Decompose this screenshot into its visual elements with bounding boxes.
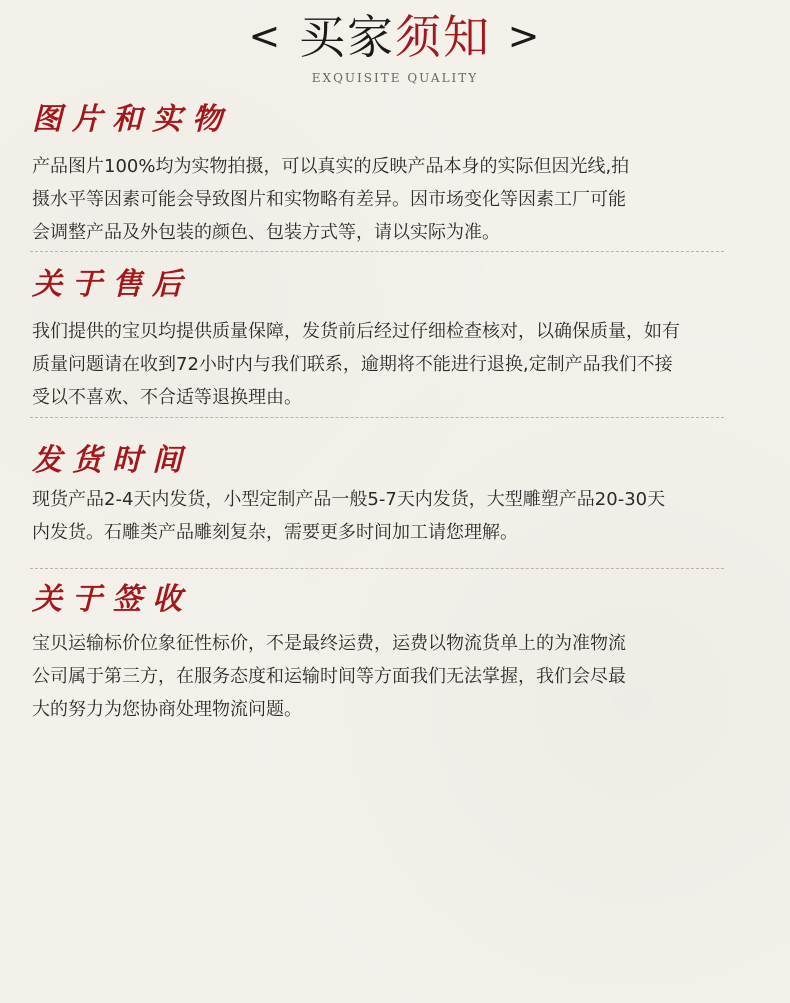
title-black-part: 买家 xyxy=(299,10,395,64)
section-after-sales xyxy=(32,267,752,414)
section-receipt xyxy=(32,582,752,726)
section-body xyxy=(32,315,752,414)
body-line: 摄水平等因素可能会导致图片和实物略有差异。因市场变化等因素工厂可能 xyxy=(32,189,626,210)
section-title: 关于售后 xyxy=(32,267,192,302)
body-line: 受以不喜欢、不合适等退换理由。 xyxy=(32,387,302,408)
section-body xyxy=(32,483,752,549)
section-shipping-time xyxy=(32,443,752,549)
body-line: 质量问题请在收到72小时内与我们联系，逾期将不能进行退换,定制产品我们不接 xyxy=(32,354,673,375)
section-title: 关于签收 xyxy=(32,582,192,617)
title-left-bracket: < xyxy=(248,14,283,58)
section-title: 发货时间 xyxy=(32,443,192,478)
section-divider xyxy=(30,417,724,418)
section-images-vs-product xyxy=(32,102,752,249)
section-body xyxy=(32,627,752,726)
body-line: 产品图片100%均为实物拍摄，可以真实的反映产品本身的实际但因光线,拍 xyxy=(32,156,630,177)
section-body xyxy=(32,150,752,249)
page-subtitle: EXQUISITE QUALITY xyxy=(311,71,479,85)
body-line: 内发货。石雕类产品雕刻复杂，需要更多时间加工请您理解。 xyxy=(32,522,518,543)
page-title xyxy=(0,8,790,65)
page-header xyxy=(0,8,790,85)
section-title: 图片和实物 xyxy=(32,102,232,137)
section-divider xyxy=(30,568,724,569)
body-line: 公司属于第三方，在服务态度和运输时间等方面我们无法掌握，我们会尽最 xyxy=(32,666,626,687)
body-line: 现货产品2-4天内发货，小型定制产品一般5-7天内发货，大型雕塑产品20-30天 xyxy=(32,489,666,510)
body-line: 大的努力为您协商处理物流问题。 xyxy=(32,699,302,720)
title-red-part: 须知 xyxy=(395,10,491,64)
section-divider xyxy=(30,251,724,252)
body-line: 会调整产品及外包装的颜色、包装方式等，请以实际为准。 xyxy=(32,222,500,243)
title-right-bracket: > xyxy=(507,14,542,58)
body-line: 我们提供的宝贝均提供质量保障，发货前后经过仔细检查核对，以确保质量，如有 xyxy=(32,321,680,342)
body-line: 宝贝运输标价位象征性标价，不是最终运费，运费以物流货单上的为准物流 xyxy=(32,633,626,654)
